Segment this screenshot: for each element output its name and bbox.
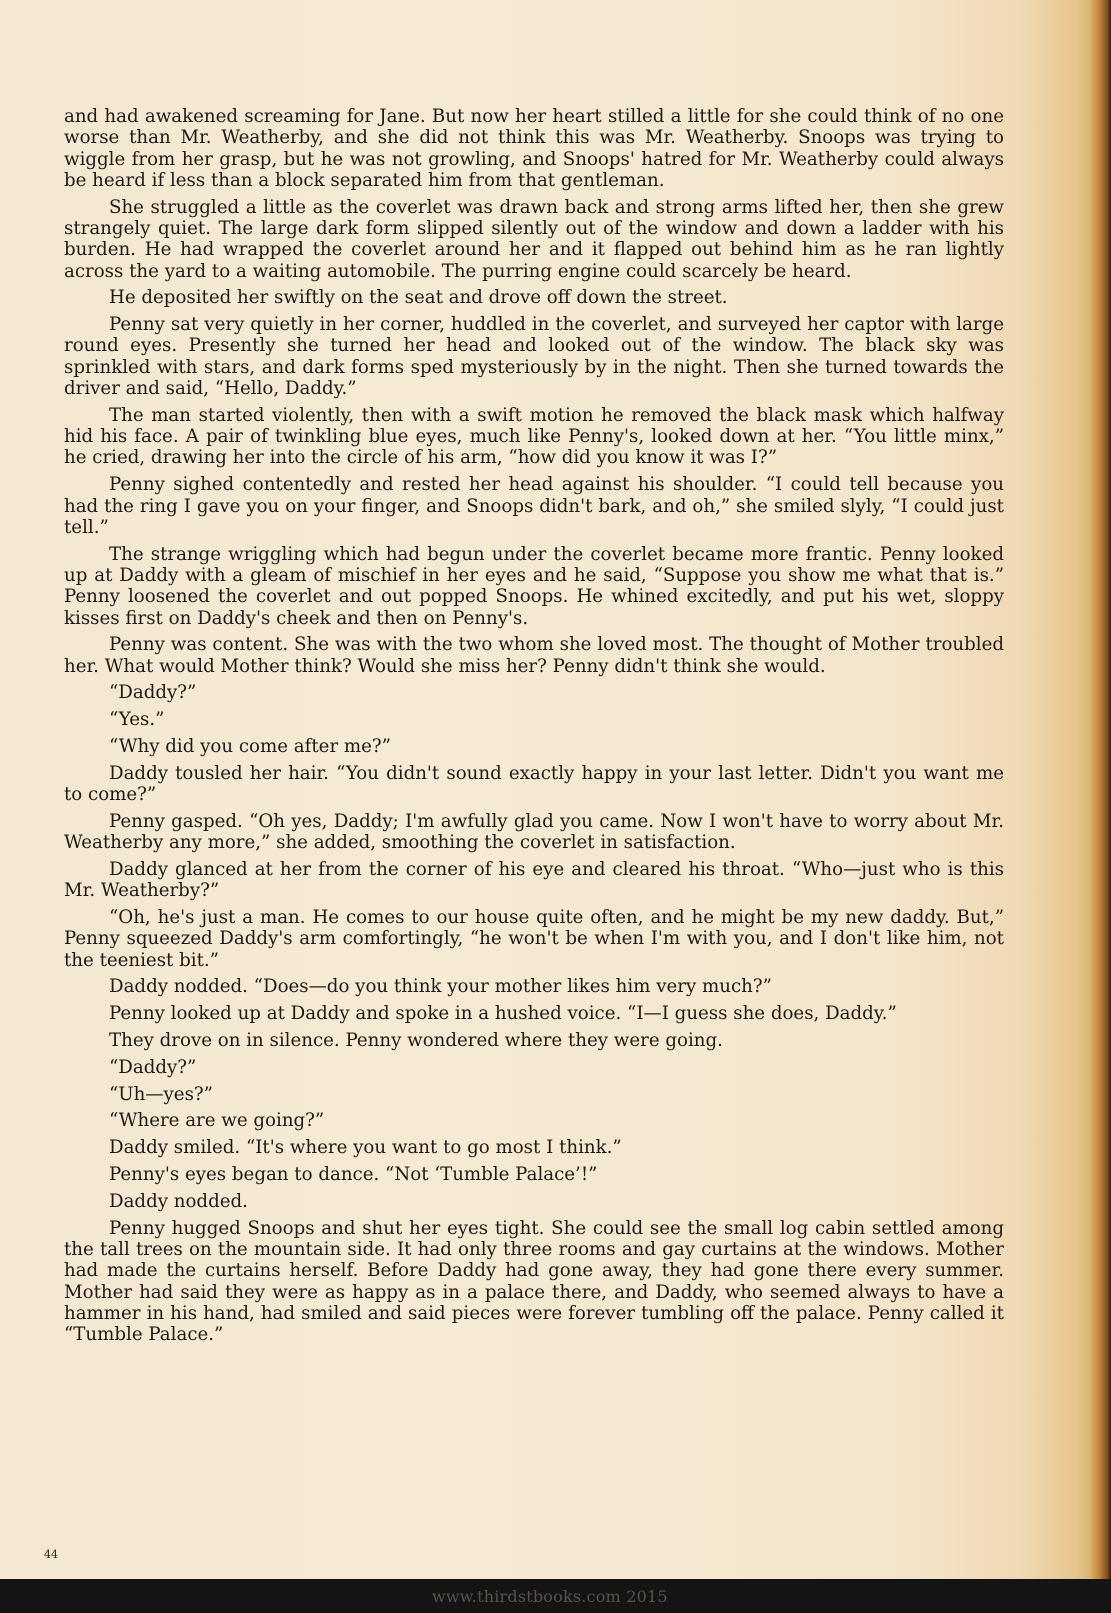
paragraph: He deposited her swiftly on the seat and drove off down the street.	[109, 287, 728, 309]
book-spine-shadow	[1089, 0, 1111, 1613]
paragraph: Penny looked up at Daddy and spoke in a hushed voice. “I—I guess she does, Daddy.”	[109, 1003, 897, 1025]
story-text	[64, 106, 1004, 1351]
paragraph: “Uh—yes?”	[109, 1083, 213, 1105]
paragraph: “Oh, he's just a man. He comes to our house quite often, and he might be my new daddy. But,” Penny squeezed Daddy's arm comfortingly, “he won't be when I'm with you, and I don't like him, not the teeniest bit.”	[64, 907, 1004, 971]
paragraph: “Where are we going?”	[109, 1110, 325, 1132]
paragraph: Daddy smiled. “It's where you want to go most I think.”	[109, 1137, 622, 1159]
paragraph: She struggled a little as the coverlet was drawn back and strong arms lifted her, then she grew strangely quiet. The large dark form slipped silently out of the window and down a ladder with his burden. He had wrapped the coverlet around her and it flapped out behind him as he ran lightly across the yard to a waiting automobile. The purring engine could scarcely be heard.	[64, 196, 1004, 282]
paragraph: “Daddy?”	[109, 1056, 197, 1078]
paragraph: Penny sighed contentedly and rested her head against his shoulder. “I could tell because you had the ring I gave you on your finger, and Snoops didn't bark, and oh,” she smiled slyly, “I could just tell.”	[64, 474, 1004, 538]
paragraph: “Why did you come after me?”	[109, 736, 391, 758]
paragraph: Penny sat very quietly in her corner, huddled in the coverlet, and surveyed her captor with large round eyes. Presently she turned her head and looked out of the window. The black sky was sprinkled with stars, and dark forms sped mysteriously by in the night. Then she turned towards the driver and said, “Hello, Daddy.”	[64, 314, 1004, 400]
page-number: 44	[44, 1548, 58, 1561]
paragraph: Daddy nodded. “Does—do you think your mother likes him very much?”	[109, 976, 772, 998]
paragraph: Penny's eyes began to dance. “Not ‘Tumble Palace’!”	[109, 1164, 598, 1186]
paragraph: They drove on in silence. Penny wondered where they were going.	[109, 1030, 723, 1052]
paragraph: “Yes.”	[109, 709, 165, 731]
paragraph: Daddy tousled her hair. “You didn't sound exactly happy in your last letter. Didn't you want me to come?”	[64, 762, 1004, 806]
paragraph: Daddy nodded.	[109, 1190, 248, 1212]
paragraph: “Daddy?”	[109, 682, 197, 704]
paragraph: Penny gasped. “Oh yes, Daddy; I'm awfully glad you came. Now I won't have to worry about Mr. Weatherby any more,” she added, smoothing the coverlet in satisfaction.	[64, 810, 1004, 854]
paragraph: Penny hugged Snoops and shut her eyes tight. She could see the small log cabin settled among the tall trees on the mountain side. It had only three rooms and gay curtains at the windows. Mother had made the curtains herself. Before Daddy had gone away, they had gone there every summer. Mother had said they were as happy as in a palace there, and Daddy, who seemed always to have a hammer in his hand, had smiled and said pieces were forever tumbling off the palace. Penny called it “Tumble Palace.”	[64, 1217, 1004, 1346]
paragraph: Penny was content. She was with the two whom she loved most. The thought of Mother troubled her. What would Mother think? Would she miss her? Penny didn't think she would.	[64, 634, 1004, 677]
paragraph: and had awakened screaming for Jane. But now her heart stilled a little for she could think of no one worse than Mr. Weatherby, and she did not think this was Mr. Weatherby. Snoops was trying to wiggle from her grasp, but he was not growling, and Snoops' hatred for Mr. Weatherby could always be heard if less than a block separated him from that gentleman.	[64, 106, 1004, 191]
paragraph: The man started violently, then with a swift motion he removed the black mask which halfway hid his face. A pair of twinkling blue eyes, much like Penny's, looked down at her. “You little minx,” he cried, drawing her into the circle of his arm, “how did you know it was I?”	[64, 404, 1004, 469]
watermark: www.thirdstbooks.com 2015	[432, 1587, 668, 1606]
paragraph: The strange wriggling which had begun under the coverlet became more frantic. Penny looked up at Daddy with a gleam of mischief in her eyes and he said, “Suppose you show me what that is.” Penny loosened the coverlet and out popped Snoops. He whined excitedly, and put his wet, sloppy kisses first on Daddy's cheek and then on Penny's.	[64, 543, 1004, 629]
paragraph: Daddy glanced at her from the corner of his eye and cleared his throat. “Who—just who is this Mr. Weatherby?”	[64, 859, 1004, 902]
